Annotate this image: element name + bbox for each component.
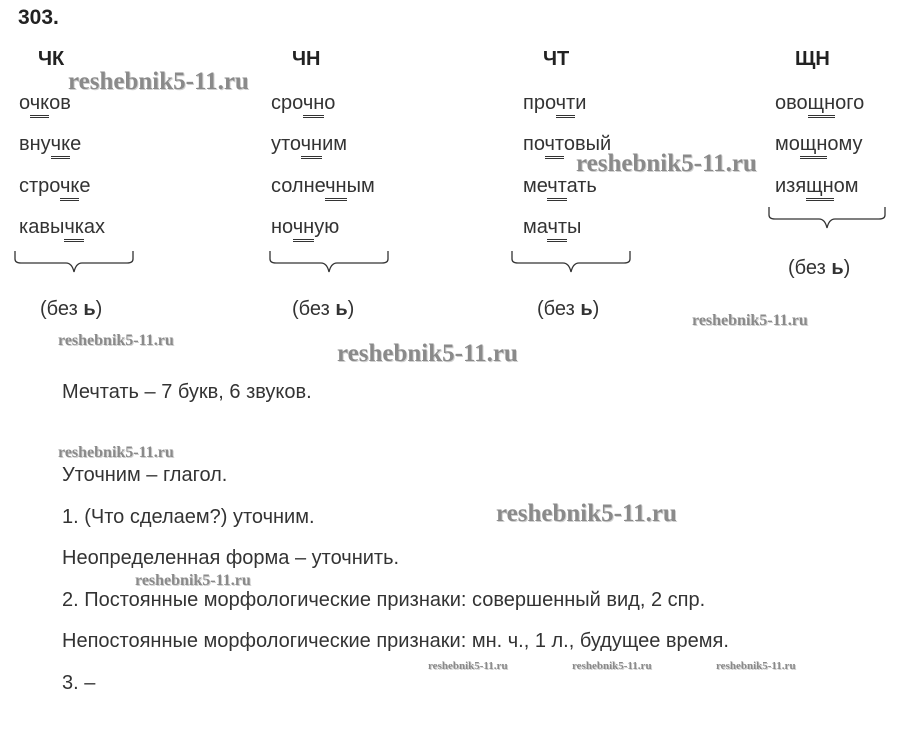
note-no-soft-sign-4: (без ь)	[788, 257, 851, 279]
letter-combination-mark: чк	[51, 133, 70, 159]
letter-combination-mark: чн	[303, 92, 324, 118]
analysis-line-question: 1. (Что сделаем?) уточним.	[62, 506, 315, 528]
analysis-line-variable-features: Непостоянные морфологические признаки: мн. ч., 1 л., будущее время.	[62, 630, 729, 652]
letter-combination-mark: чк	[30, 92, 49, 118]
analysis-line-part-of-speech: Уточним – глагол.	[62, 464, 228, 486]
letter-combination-mark: чт	[556, 92, 576, 118]
watermark: reshebnik5-11.ru	[135, 572, 251, 589]
analysis-line-initial-form: Неопределенная форма – уточнить.	[62, 547, 400, 569]
letter-combination-mark: щн	[808, 92, 836, 118]
word-kavychkah: кавычках	[19, 216, 105, 239]
letter-combination-mark: чт	[545, 133, 564, 159]
analysis-line-letters-sounds: Мечтать – 7 букв, 6 звуков.	[62, 381, 312, 403]
brace-column-2	[269, 250, 389, 286]
analysis-line-syntactic-role: 3. –	[62, 672, 96, 694]
letter-combination-mark: щн	[806, 175, 834, 201]
letter-combination-mark: чт	[547, 216, 567, 242]
letter-combination-mark: чн	[301, 133, 322, 159]
note-no-soft-sign-3: (без ь)	[537, 298, 600, 320]
brace-column-1	[14, 250, 134, 286]
letter-combination-mark: чк	[60, 175, 79, 201]
letter-combination-mark: чк	[64, 216, 84, 242]
column-header-chn: ЧН	[292, 48, 321, 70]
letter-combination-mark: чт	[547, 175, 566, 201]
watermark: reshebnik5-11.ru	[68, 68, 249, 95]
word-strochke: строчке	[19, 175, 91, 198]
word-ochkov: очков	[19, 92, 71, 115]
column-header-cht: ЧТ	[543, 48, 570, 70]
watermark: reshebnik5-11.ru	[58, 444, 174, 461]
watermark: reshebnik5-11.ru	[428, 660, 508, 672]
word-izyashchnom: изящном	[775, 175, 859, 198]
brace-column-4	[768, 206, 886, 242]
watermark: reshebnik5-11.ru	[572, 660, 652, 672]
word-ovoshchnogo: овощного	[775, 92, 864, 115]
exercise-number: 303.	[18, 6, 59, 29]
word-machty: мачты	[523, 216, 581, 239]
word-prochti: прочти	[523, 92, 586, 115]
word-mechtat: мечтать	[523, 175, 597, 198]
word-srochno: срочно	[271, 92, 335, 115]
word-nochnuyu: ночную	[271, 216, 339, 239]
letter-combination-mark: чн	[293, 216, 314, 242]
note-no-soft-sign-1: (без ь)	[40, 298, 103, 320]
letter-combination-mark: чн	[325, 175, 346, 201]
letter-combination-mark: щн	[800, 133, 828, 159]
analysis-line-constant-features: 2. Постоянные морфологические признаки: совершенный вид, 2 спр.	[62, 589, 706, 611]
watermark: reshebnik5-11.ru	[716, 660, 796, 672]
watermark: reshebnik5-11.ru	[692, 312, 808, 329]
watermark: reshebnik5-11.ru	[496, 500, 677, 527]
watermark: reshebnik5-11.ru	[576, 150, 757, 177]
note-no-soft-sign-2: (без ь)	[292, 298, 355, 320]
watermark: reshebnik5-11.ru	[58, 332, 174, 349]
word-pochtovyy: почтовый	[523, 133, 611, 156]
word-utochnim: уточним	[271, 133, 347, 156]
column-header-chk: ЧК	[38, 48, 65, 70]
watermark: reshebnik5-11.ru	[337, 340, 518, 367]
brace-column-3	[511, 250, 631, 286]
column-header-shchn: ЩН	[795, 48, 830, 70]
word-moshchnomu: мощному	[775, 133, 862, 156]
word-vnuchke: внучке	[19, 133, 81, 156]
word-solnechnym: солнечным	[271, 175, 375, 198]
